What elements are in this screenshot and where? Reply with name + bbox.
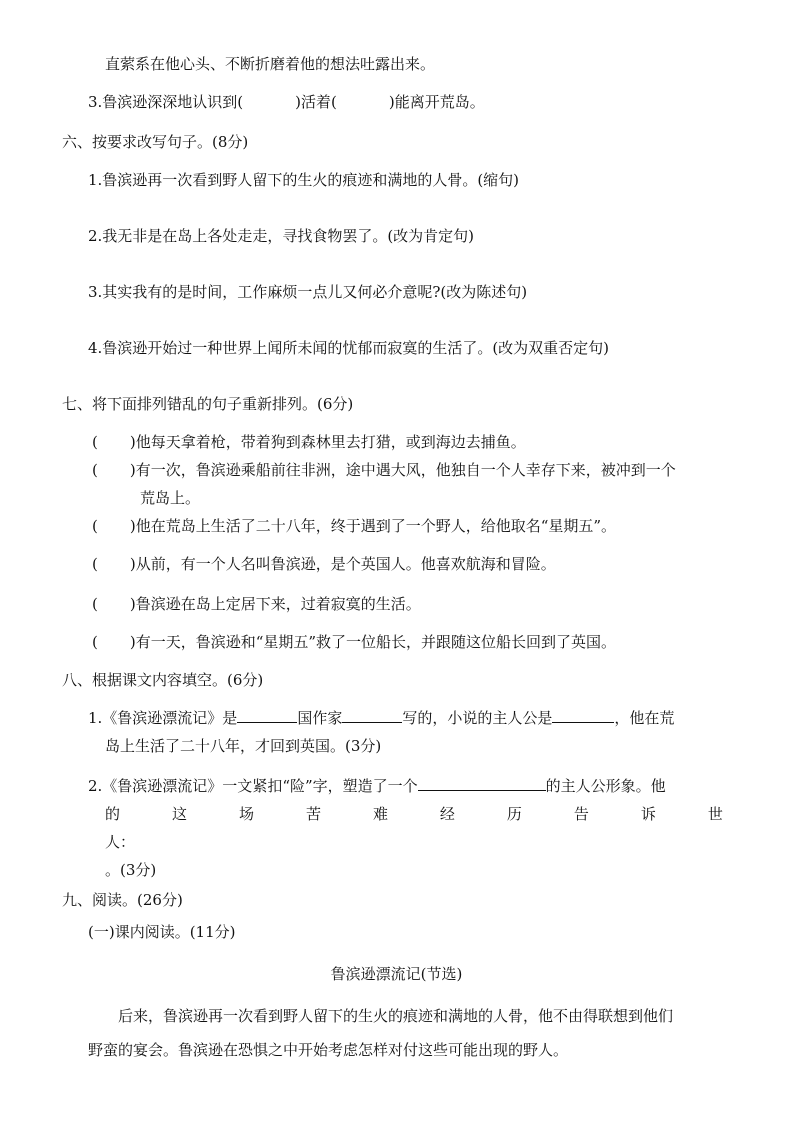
s8-q1-text-a: 1.《鲁滨逊漂流记》是 (88, 709, 238, 727)
s7-item (92, 632, 616, 652)
spread-char: 这 (171, 805, 187, 823)
s6-item-1: 1.鲁滨逊再一次看到野人留下的生火的痕迹和满地的人骨。(缩句) (88, 171, 520, 189)
s7-item (92, 460, 676, 480)
s7-item-2-continuation: 荒岛上。 (140, 489, 201, 507)
s7-item-text: 他在荒岛上生活了二十八年，终于遇到了一个野人，给他取名“星期五”。 (135, 517, 617, 535)
s8-question-1 (88, 708, 674, 728)
spread-char: 经 (439, 805, 455, 823)
spread-char: 诉 (640, 805, 656, 823)
s7-paren-close: ) (129, 555, 136, 573)
s5-q3-text-b: )活着( (295, 93, 337, 111)
s8-q2-line-3: 人： (105, 833, 136, 851)
s7-paren-close: ) (129, 517, 136, 535)
s7-paren-close: ) (129, 595, 136, 613)
s8-q1-text-d: ，他在荒 (614, 709, 675, 727)
s7-item (92, 594, 421, 614)
s8-q1-line-2: 岛上生活了二十八年，才回到英国。(3分) (105, 737, 382, 755)
s8-question-2 (88, 776, 666, 796)
s7-paren-open: ( (92, 461, 98, 479)
s8-q1-text-b: 国作家 (297, 709, 343, 727)
s7-item (92, 432, 526, 452)
passage-paragraph-line-1: 后来，鲁滨逊再一次看到野人留下的生火的痕迹和满地的人骨，他不由得联想到他们 (118, 1007, 674, 1025)
s6-heading: 六、按要求改写句子。(8分) (62, 133, 249, 151)
s7-heading: 七、将下面排列错乱的句子重新排列。(6分) (62, 395, 354, 413)
s5-q3-text-c: )能离开荒岛。 (388, 93, 485, 111)
spread-char: 世 (707, 805, 723, 823)
passage-title: 鲁滨逊漂流记(节选) (330, 965, 463, 983)
s7-paren-close: ) (129, 433, 136, 451)
s8-q2-line-4: 。(3分) (105, 861, 157, 879)
s8-q2-text-b: 的主人公形象。他 (545, 777, 666, 795)
s7-paren-open: ( (92, 433, 98, 451)
s5-q3-text-a: 3.鲁滨逊深深地认识到( (88, 93, 244, 111)
s7-paren-open: ( (92, 555, 98, 573)
s7-paren-close: ) (129, 633, 136, 651)
s6-item-2: 2.我无非是在岛上各处走走，寻找食物罢了。(改为肯定句) (88, 227, 475, 245)
fill-blank[interactable] (342, 708, 402, 723)
s5-question-3 (88, 92, 485, 112)
fill-blank[interactable] (418, 776, 546, 791)
s5-line: 直萦系在他心头、不断折磨着他的想法吐露出来。 (105, 55, 436, 73)
s7-item-text: 他每天拿着枪，带着狗到森林里去打猎，或到海边去捕鱼。 (135, 433, 526, 451)
s7-paren-open: ( (92, 633, 98, 651)
spread-char: 难 (372, 805, 388, 823)
s7-item-text: 从前，有一个人名叫鲁滨逊，是个英国人。他喜欢航海和冒险。 (135, 555, 556, 573)
s7-item-text: 有一次，鲁滨逊乘船前往非洲，途中遇大风，他独自一个人幸存下来，被冲到一个 (135, 461, 676, 479)
s7-item-text: 有一天，鲁滨逊和“星期五”救了一位船长，并跟随这位船长回到了英国。 (135, 633, 617, 651)
spread-char: 场 (238, 805, 254, 823)
s7-paren-close: ) (129, 461, 136, 479)
spread-char: 的 (105, 805, 121, 823)
s9-heading: 九、阅读。(26分) (62, 891, 183, 909)
fill-blank[interactable] (552, 708, 614, 723)
s8-q2-text-a: 2.《鲁滨逊漂流记》一文紧扣“险”字，塑造了一个 (88, 777, 418, 795)
s7-paren-open: ( (92, 517, 98, 535)
s8-heading: 八、根据课文内容填空。(6分) (62, 671, 264, 689)
spread-char: 苦 (305, 805, 321, 823)
fill-blank[interactable] (237, 708, 297, 723)
s7-item-text: 鲁滨逊在岛上定居下来，过着寂寞的生活。 (135, 595, 421, 613)
s7-item (92, 554, 556, 574)
s7-paren-open: ( (92, 595, 98, 613)
s6-item-3: 3.其实我有的是时间，工作麻烦一点儿又何必介意呢?(改为陈述句) (88, 283, 528, 301)
s6-item-4: 4.鲁滨逊开始过一种世界上闻所未闻的忧郁而寂寞的生活了。(改为双重否定句) (88, 339, 610, 357)
s8-q1-text-c: 写的，小说的主人公是 (402, 709, 553, 727)
spread-char: 告 (573, 805, 589, 823)
s8-q2-spread-line (105, 804, 723, 824)
s9-subheading: (一)课内阅读。(11分) (88, 923, 236, 941)
spread-char: 历 (506, 805, 522, 823)
s7-item (92, 516, 616, 536)
passage-paragraph-line-2: 野蛮的宴会。鲁滨逊在恐惧之中开始考虑怎样对付这些可能出现的野人。 (88, 1041, 569, 1059)
